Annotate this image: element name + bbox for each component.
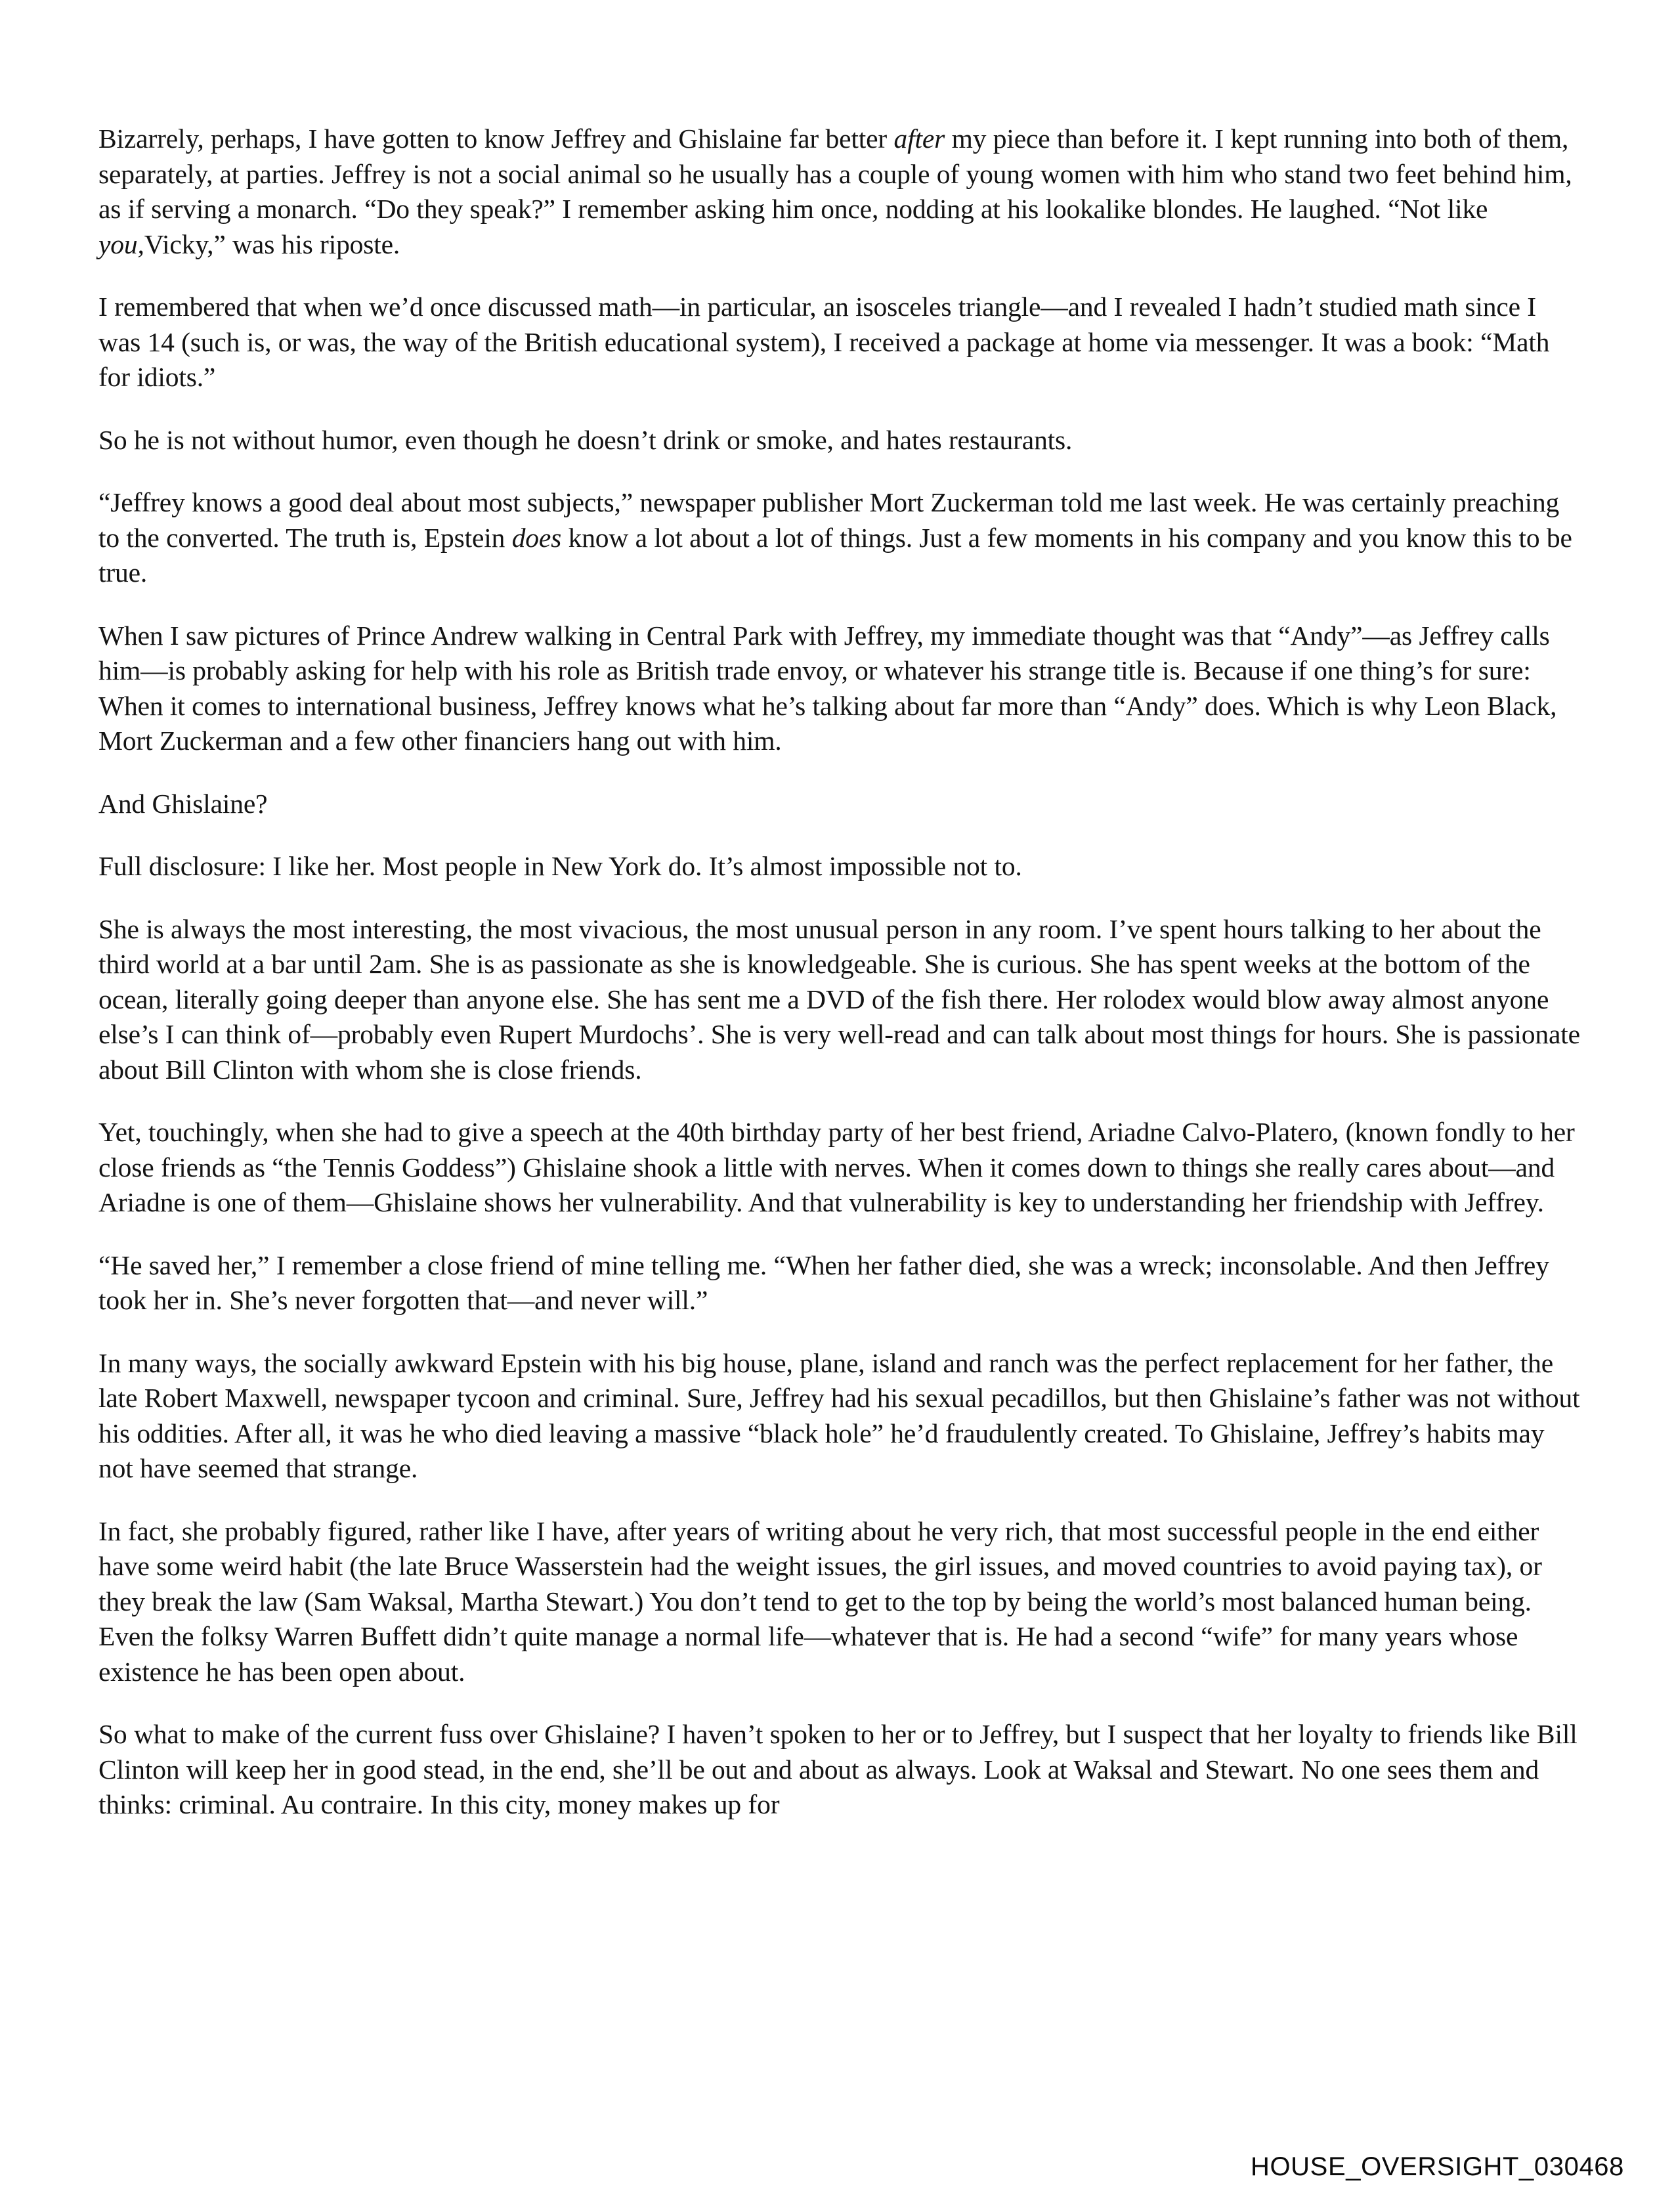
paragraph: And Ghislaine?	[98, 788, 268, 819]
paragraph: In many ways, the socially awkward Epstein with his big house, plane, island and ranch was the perfect replacement for her father, the late Robert Maxwell, newspaper tycoon and criminal. Sure, Jeffrey had his sexual pecadillos, but then Ghislaine’s father was not without his oddities. After all, it was he who died leaving a massive “black hole” he’d fraudulently created. To Ghislaine, Jeffrey’s habits may not have seemed that strange.	[98, 1347, 1580, 1483]
emphasis-text: after	[893, 123, 945, 154]
paragraph: When I saw pictures of Prince Andrew walking in Central Park with Jeffrey, my immediate thought was that “Andy”—as Jeffrey calls him—is probably asking for help with his role as British trade envoy, or whatever his strange title is. Because if one thing’s for sure: When it comes to international business, Jeffrey knows what he’s talking about far more than “Andy” does. Which is why Leon Black, Mort Zuckerman and a few other financiers hang out with him.	[98, 620, 1557, 756]
paragraph: I remembered that when we’d once discussed math—in particular, an isosceles triangle—and I revealed I hadn’t studied math since I was 14 (such is, or was, the way of the British educational system), I received a package at home via messenger. It was a book: “Math for idiots.”	[98, 292, 1550, 392]
paragraph: Yet, touchingly, when she had to give a speech at the 40th birthday party of her best friend, Ariadne Calvo-Platero, (known fondly to her close friends as “the Tennis Goddess”) Ghislaine shook a little with nerves. When it comes down to things she really cares about—and Ariadne is one of them—Ghislaine shows her vulnerability. And that vulnerability is key to understanding her friendship with Jeffrey.	[98, 1117, 1575, 1217]
paragraph: So he is not without humor, even though he doesn’t drink or smoke, and hates restaurants.	[98, 424, 1073, 455]
paragraph: Bizarrely, perhaps, I have gotten to know Jeffrey and Ghislaine far better after my piece than before it. I kept running into both of them, separately, at parties. Jeffrey is not a social animal so he usually has a couple of young women with him who stand two feet behind him, as if serving a monarch. “Do they speak?” I remember asking him once, nodding at his lookalike blondes. He laughed. “Not like you,Vicky,” was his riposte.	[98, 123, 1572, 259]
paragraph: She is always the most interesting, the most vivacious, the most unusual person in any room. I’ve spent hours talking to her about the third world at a bar until 2am. She is as passionate as she is knowledgeable. She is curious. She has spent weeks at the bottom of the ocean, literally going deeper than anyone else. She has sent me a DVD of the fish there. Her rolodex would blow away almost anyone else’s I can think of—probably even Rupert Murdochs’. She is very well-read and can talk about most things for hours. She is passionate about Bill Clinton with whom she is close friends.	[98, 913, 1580, 1085]
paragraph: Full disclosure: I like her. Most people in New York do. It’s almost impossible not to.	[98, 851, 1022, 881]
emphasis-text: does	[511, 522, 562, 553]
paragraph: “He saved her,” I remember a close friend of mine telling me. “When her father died, she was a wreck; inconsolable. And then Jeffrey took her in. She’s never forgotten that—and never will.”	[98, 1249, 1549, 1315]
paragraph: So what to make of the current fuss over Ghislaine? I haven’t spoken to her or to Jeffrey, but I suspect that her loyalty to friends like Bill Clinton will keep her in good stead, in the end, she’ll be out and about as always. Look at Waksal and Stewart. No one sees them and thinks: criminal. Au contraire. In this city, money makes up for	[98, 1719, 1577, 1819]
emphasis-text: you,	[98, 228, 144, 259]
bates-stamp: HOUSE_OVERSIGHT_030468	[1250, 2152, 1624, 2181]
paragraph: “Jeffrey knows a good deal about most subjects,” newspaper publisher Mort Zuckerman told me last week. He was certainly preaching to the converted. The truth is, Epstein does know a lot about a lot of things. Just a few moments in his company and you know this to be true.	[98, 487, 1572, 588]
article-body	[98, 121, 1583, 1823]
paragraph: In fact, she probably figured, rather like I have, after years of writing about he very rich, that most successful people in the end either have some weird habit (the late Bruce Wasserstein had the weight issues, the girl issues, and moved countries to avoid paying tax), or they break the law (Sam Waksal, Martha Stewart.) You don’t tend to get to the top by being the world’s most balanced human being. Even the folksy Warren Buffett didn’t quite manage a normal life—whatever that is. He had a second “wife” for many years whose existence he has been open about.	[98, 1515, 1542, 1687]
